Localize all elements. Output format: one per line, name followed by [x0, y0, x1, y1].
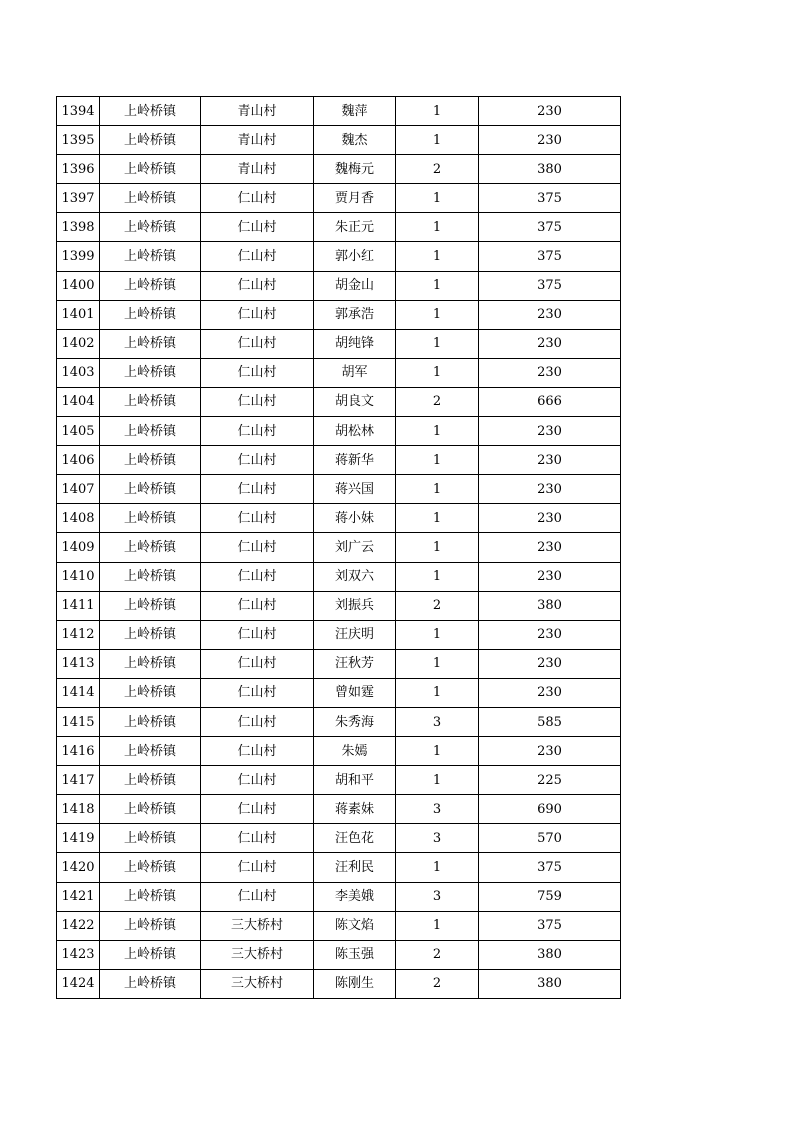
- table-row: [57, 417, 621, 446]
- row-number-cell: 1408: [57, 504, 100, 533]
- table-row: [57, 242, 621, 271]
- row-number-cell: 1415: [57, 707, 100, 736]
- name-cell: 魏萍: [314, 97, 396, 126]
- amount-cell: 230: [479, 504, 621, 533]
- town-cell: 上岭桥镇: [100, 329, 201, 358]
- name-cell: 魏杰: [314, 126, 396, 155]
- amount-cell: 375: [479, 271, 621, 300]
- village-cell: 仁山村: [201, 824, 314, 853]
- village-cell: 仁山村: [201, 417, 314, 446]
- town-cell: 上岭桥镇: [100, 678, 201, 707]
- count-cell: 2: [396, 940, 479, 969]
- town-cell: 上岭桥镇: [100, 940, 201, 969]
- table-row: [57, 940, 621, 969]
- row-number-cell: 1397: [57, 184, 100, 213]
- amount-cell: 666: [479, 387, 621, 416]
- count-cell: 1: [396, 446, 479, 475]
- town-cell: 上岭桥镇: [100, 184, 201, 213]
- row-number-cell: 1422: [57, 911, 100, 940]
- town-cell: 上岭桥镇: [100, 387, 201, 416]
- village-cell: 仁山村: [201, 475, 314, 504]
- name-cell: 郭承浩: [314, 300, 396, 329]
- table-row: [57, 300, 621, 329]
- row-number-cell: 1402: [57, 329, 100, 358]
- village-cell: 仁山村: [201, 504, 314, 533]
- town-cell: 上岭桥镇: [100, 300, 201, 329]
- table-row: [57, 853, 621, 882]
- row-number-cell: 1418: [57, 795, 100, 824]
- village-cell: 仁山村: [201, 853, 314, 882]
- count-cell: 2: [396, 155, 479, 184]
- amount-cell: 380: [479, 155, 621, 184]
- table-row: [57, 533, 621, 562]
- name-cell: 朱正元: [314, 213, 396, 242]
- row-number-cell: 1419: [57, 824, 100, 853]
- table-body: [57, 97, 621, 999]
- amount-cell: 230: [479, 620, 621, 649]
- name-cell: 朱嫣: [314, 737, 396, 766]
- table-row: [57, 969, 621, 998]
- town-cell: 上岭桥镇: [100, 271, 201, 300]
- count-cell: 3: [396, 707, 479, 736]
- amount-cell: 230: [479, 562, 621, 591]
- row-number-cell: 1411: [57, 591, 100, 620]
- row-number-cell: 1420: [57, 853, 100, 882]
- amount-cell: 230: [479, 678, 621, 707]
- amount-cell: 230: [479, 737, 621, 766]
- row-number-cell: 1403: [57, 358, 100, 387]
- count-cell: 1: [396, 504, 479, 533]
- amount-cell: 230: [479, 446, 621, 475]
- amount-cell: 375: [479, 853, 621, 882]
- row-number-cell: 1417: [57, 766, 100, 795]
- amount-cell: 380: [479, 940, 621, 969]
- amount-cell: 230: [479, 97, 621, 126]
- row-number-cell: 1410: [57, 562, 100, 591]
- town-cell: 上岭桥镇: [100, 853, 201, 882]
- village-cell: 仁山村: [201, 300, 314, 329]
- count-cell: 3: [396, 824, 479, 853]
- amount-cell: 230: [479, 329, 621, 358]
- village-cell: 仁山村: [201, 329, 314, 358]
- count-cell: 2: [396, 969, 479, 998]
- name-cell: 汪秋芳: [314, 649, 396, 678]
- table-row: [57, 446, 621, 475]
- town-cell: 上岭桥镇: [100, 475, 201, 504]
- row-number-cell: 1399: [57, 242, 100, 271]
- name-cell: 刘广云: [314, 533, 396, 562]
- row-number-cell: 1421: [57, 882, 100, 911]
- name-cell: 汪庆明: [314, 620, 396, 649]
- table-row: [57, 213, 621, 242]
- count-cell: 2: [396, 591, 479, 620]
- village-cell: 仁山村: [201, 620, 314, 649]
- row-number-cell: 1414: [57, 678, 100, 707]
- village-cell: 三大桥村: [201, 969, 314, 998]
- name-cell: 陈文焰: [314, 911, 396, 940]
- row-number-cell: 1407: [57, 475, 100, 504]
- village-cell: 仁山村: [201, 562, 314, 591]
- amount-cell: 570: [479, 824, 621, 853]
- town-cell: 上岭桥镇: [100, 417, 201, 446]
- table-row: [57, 475, 621, 504]
- table-row: [57, 649, 621, 678]
- village-cell: 仁山村: [201, 591, 314, 620]
- row-number-cell: 1400: [57, 271, 100, 300]
- row-number-cell: 1401: [57, 300, 100, 329]
- town-cell: 上岭桥镇: [100, 707, 201, 736]
- data-table: [56, 96, 621, 999]
- town-cell: 上岭桥镇: [100, 97, 201, 126]
- town-cell: 上岭桥镇: [100, 446, 201, 475]
- village-cell: 三大桥村: [201, 940, 314, 969]
- count-cell: 1: [396, 562, 479, 591]
- town-cell: 上岭桥镇: [100, 737, 201, 766]
- town-cell: 上岭桥镇: [100, 911, 201, 940]
- village-cell: 三大桥村: [201, 911, 314, 940]
- town-cell: 上岭桥镇: [100, 766, 201, 795]
- table-row: [57, 271, 621, 300]
- count-cell: 1: [396, 737, 479, 766]
- row-number-cell: 1398: [57, 213, 100, 242]
- row-number-cell: 1404: [57, 387, 100, 416]
- name-cell: 胡金山: [314, 271, 396, 300]
- amount-cell: 380: [479, 591, 621, 620]
- row-number-cell: 1394: [57, 97, 100, 126]
- count-cell: 1: [396, 417, 479, 446]
- village-cell: 青山村: [201, 155, 314, 184]
- table-row: [57, 562, 621, 591]
- amount-cell: 690: [479, 795, 621, 824]
- amount-cell: 380: [479, 969, 621, 998]
- table-row: [57, 707, 621, 736]
- amount-cell: 225: [479, 766, 621, 795]
- name-cell: 胡良文: [314, 387, 396, 416]
- name-cell: 刘双六: [314, 562, 396, 591]
- amount-cell: 375: [479, 213, 621, 242]
- town-cell: 上岭桥镇: [100, 620, 201, 649]
- count-cell: 1: [396, 213, 479, 242]
- amount-cell: 759: [479, 882, 621, 911]
- name-cell: 郭小红: [314, 242, 396, 271]
- table-row: [57, 329, 621, 358]
- town-cell: 上岭桥镇: [100, 649, 201, 678]
- table-row: [57, 620, 621, 649]
- table-row: [57, 184, 621, 213]
- name-cell: 胡和平: [314, 766, 396, 795]
- name-cell: 刘振兵: [314, 591, 396, 620]
- village-cell: 仁山村: [201, 795, 314, 824]
- amount-cell: 230: [479, 126, 621, 155]
- row-number-cell: 1413: [57, 649, 100, 678]
- count-cell: 1: [396, 911, 479, 940]
- town-cell: 上岭桥镇: [100, 882, 201, 911]
- name-cell: 朱秀海: [314, 707, 396, 736]
- row-number-cell: 1416: [57, 737, 100, 766]
- name-cell: 贾月香: [314, 184, 396, 213]
- village-cell: 仁山村: [201, 737, 314, 766]
- amount-cell: 230: [479, 533, 621, 562]
- village-cell: 仁山村: [201, 242, 314, 271]
- town-cell: 上岭桥镇: [100, 358, 201, 387]
- count-cell: 1: [396, 271, 479, 300]
- town-cell: 上岭桥镇: [100, 504, 201, 533]
- amount-cell: 585: [479, 707, 621, 736]
- row-number-cell: 1406: [57, 446, 100, 475]
- village-cell: 仁山村: [201, 446, 314, 475]
- table-row: [57, 97, 621, 126]
- village-cell: 青山村: [201, 126, 314, 155]
- town-cell: 上岭桥镇: [100, 242, 201, 271]
- name-cell: 陈玉强: [314, 940, 396, 969]
- count-cell: 3: [396, 795, 479, 824]
- count-cell: 1: [396, 853, 479, 882]
- village-cell: 仁山村: [201, 766, 314, 795]
- count-cell: 1: [396, 242, 479, 271]
- spreadsheet-page: [56, 96, 621, 999]
- table-row: [57, 678, 621, 707]
- village-cell: 仁山村: [201, 213, 314, 242]
- count-cell: 1: [396, 475, 479, 504]
- village-cell: 仁山村: [201, 358, 314, 387]
- row-number-cell: 1423: [57, 940, 100, 969]
- name-cell: 蒋小妹: [314, 504, 396, 533]
- count-cell: 1: [396, 97, 479, 126]
- table-row: [57, 358, 621, 387]
- row-number-cell: 1409: [57, 533, 100, 562]
- village-cell: 仁山村: [201, 533, 314, 562]
- count-cell: 1: [396, 358, 479, 387]
- town-cell: 上岭桥镇: [100, 969, 201, 998]
- row-number-cell: 1424: [57, 969, 100, 998]
- table-row: [57, 126, 621, 155]
- name-cell: 胡纯锋: [314, 329, 396, 358]
- amount-cell: 230: [479, 417, 621, 446]
- name-cell: 魏梅元: [314, 155, 396, 184]
- amount-cell: 375: [479, 242, 621, 271]
- table-row: [57, 155, 621, 184]
- amount-cell: 230: [479, 475, 621, 504]
- village-cell: 青山村: [201, 97, 314, 126]
- name-cell: 曾如霆: [314, 678, 396, 707]
- town-cell: 上岭桥镇: [100, 213, 201, 242]
- village-cell: 仁山村: [201, 678, 314, 707]
- table-row: [57, 882, 621, 911]
- town-cell: 上岭桥镇: [100, 155, 201, 184]
- count-cell: 1: [396, 300, 479, 329]
- table-row: [57, 824, 621, 853]
- town-cell: 上岭桥镇: [100, 591, 201, 620]
- name-cell: 蒋素妹: [314, 795, 396, 824]
- name-cell: 胡松林: [314, 417, 396, 446]
- amount-cell: 375: [479, 911, 621, 940]
- row-number-cell: 1412: [57, 620, 100, 649]
- count-cell: 1: [396, 678, 479, 707]
- village-cell: 仁山村: [201, 271, 314, 300]
- table-row: [57, 504, 621, 533]
- village-cell: 仁山村: [201, 184, 314, 213]
- village-cell: 仁山村: [201, 882, 314, 911]
- count-cell: 1: [396, 184, 479, 213]
- count-cell: 1: [396, 620, 479, 649]
- name-cell: 蒋新华: [314, 446, 396, 475]
- table-row: [57, 911, 621, 940]
- town-cell: 上岭桥镇: [100, 824, 201, 853]
- name-cell: 陈刚生: [314, 969, 396, 998]
- amount-cell: 230: [479, 300, 621, 329]
- count-cell: 2: [396, 387, 479, 416]
- town-cell: 上岭桥镇: [100, 533, 201, 562]
- count-cell: 1: [396, 533, 479, 562]
- town-cell: 上岭桥镇: [100, 562, 201, 591]
- count-cell: 1: [396, 329, 479, 358]
- village-cell: 仁山村: [201, 387, 314, 416]
- count-cell: 1: [396, 766, 479, 795]
- table-row: [57, 591, 621, 620]
- count-cell: 1: [396, 649, 479, 678]
- name-cell: 胡军: [314, 358, 396, 387]
- name-cell: 李美娥: [314, 882, 396, 911]
- row-number-cell: 1405: [57, 417, 100, 446]
- row-number-cell: 1395: [57, 126, 100, 155]
- row-number-cell: 1396: [57, 155, 100, 184]
- table-row: [57, 766, 621, 795]
- town-cell: 上岭桥镇: [100, 795, 201, 824]
- village-cell: 仁山村: [201, 649, 314, 678]
- table-row: [57, 737, 621, 766]
- count-cell: 3: [396, 882, 479, 911]
- village-cell: 仁山村: [201, 707, 314, 736]
- table-row: [57, 795, 621, 824]
- name-cell: 汪色花: [314, 824, 396, 853]
- town-cell: 上岭桥镇: [100, 126, 201, 155]
- amount-cell: 230: [479, 649, 621, 678]
- table-row: [57, 387, 621, 416]
- amount-cell: 230: [479, 358, 621, 387]
- amount-cell: 375: [479, 184, 621, 213]
- name-cell: 汪利民: [314, 853, 396, 882]
- name-cell: 蒋兴国: [314, 475, 396, 504]
- count-cell: 1: [396, 126, 479, 155]
